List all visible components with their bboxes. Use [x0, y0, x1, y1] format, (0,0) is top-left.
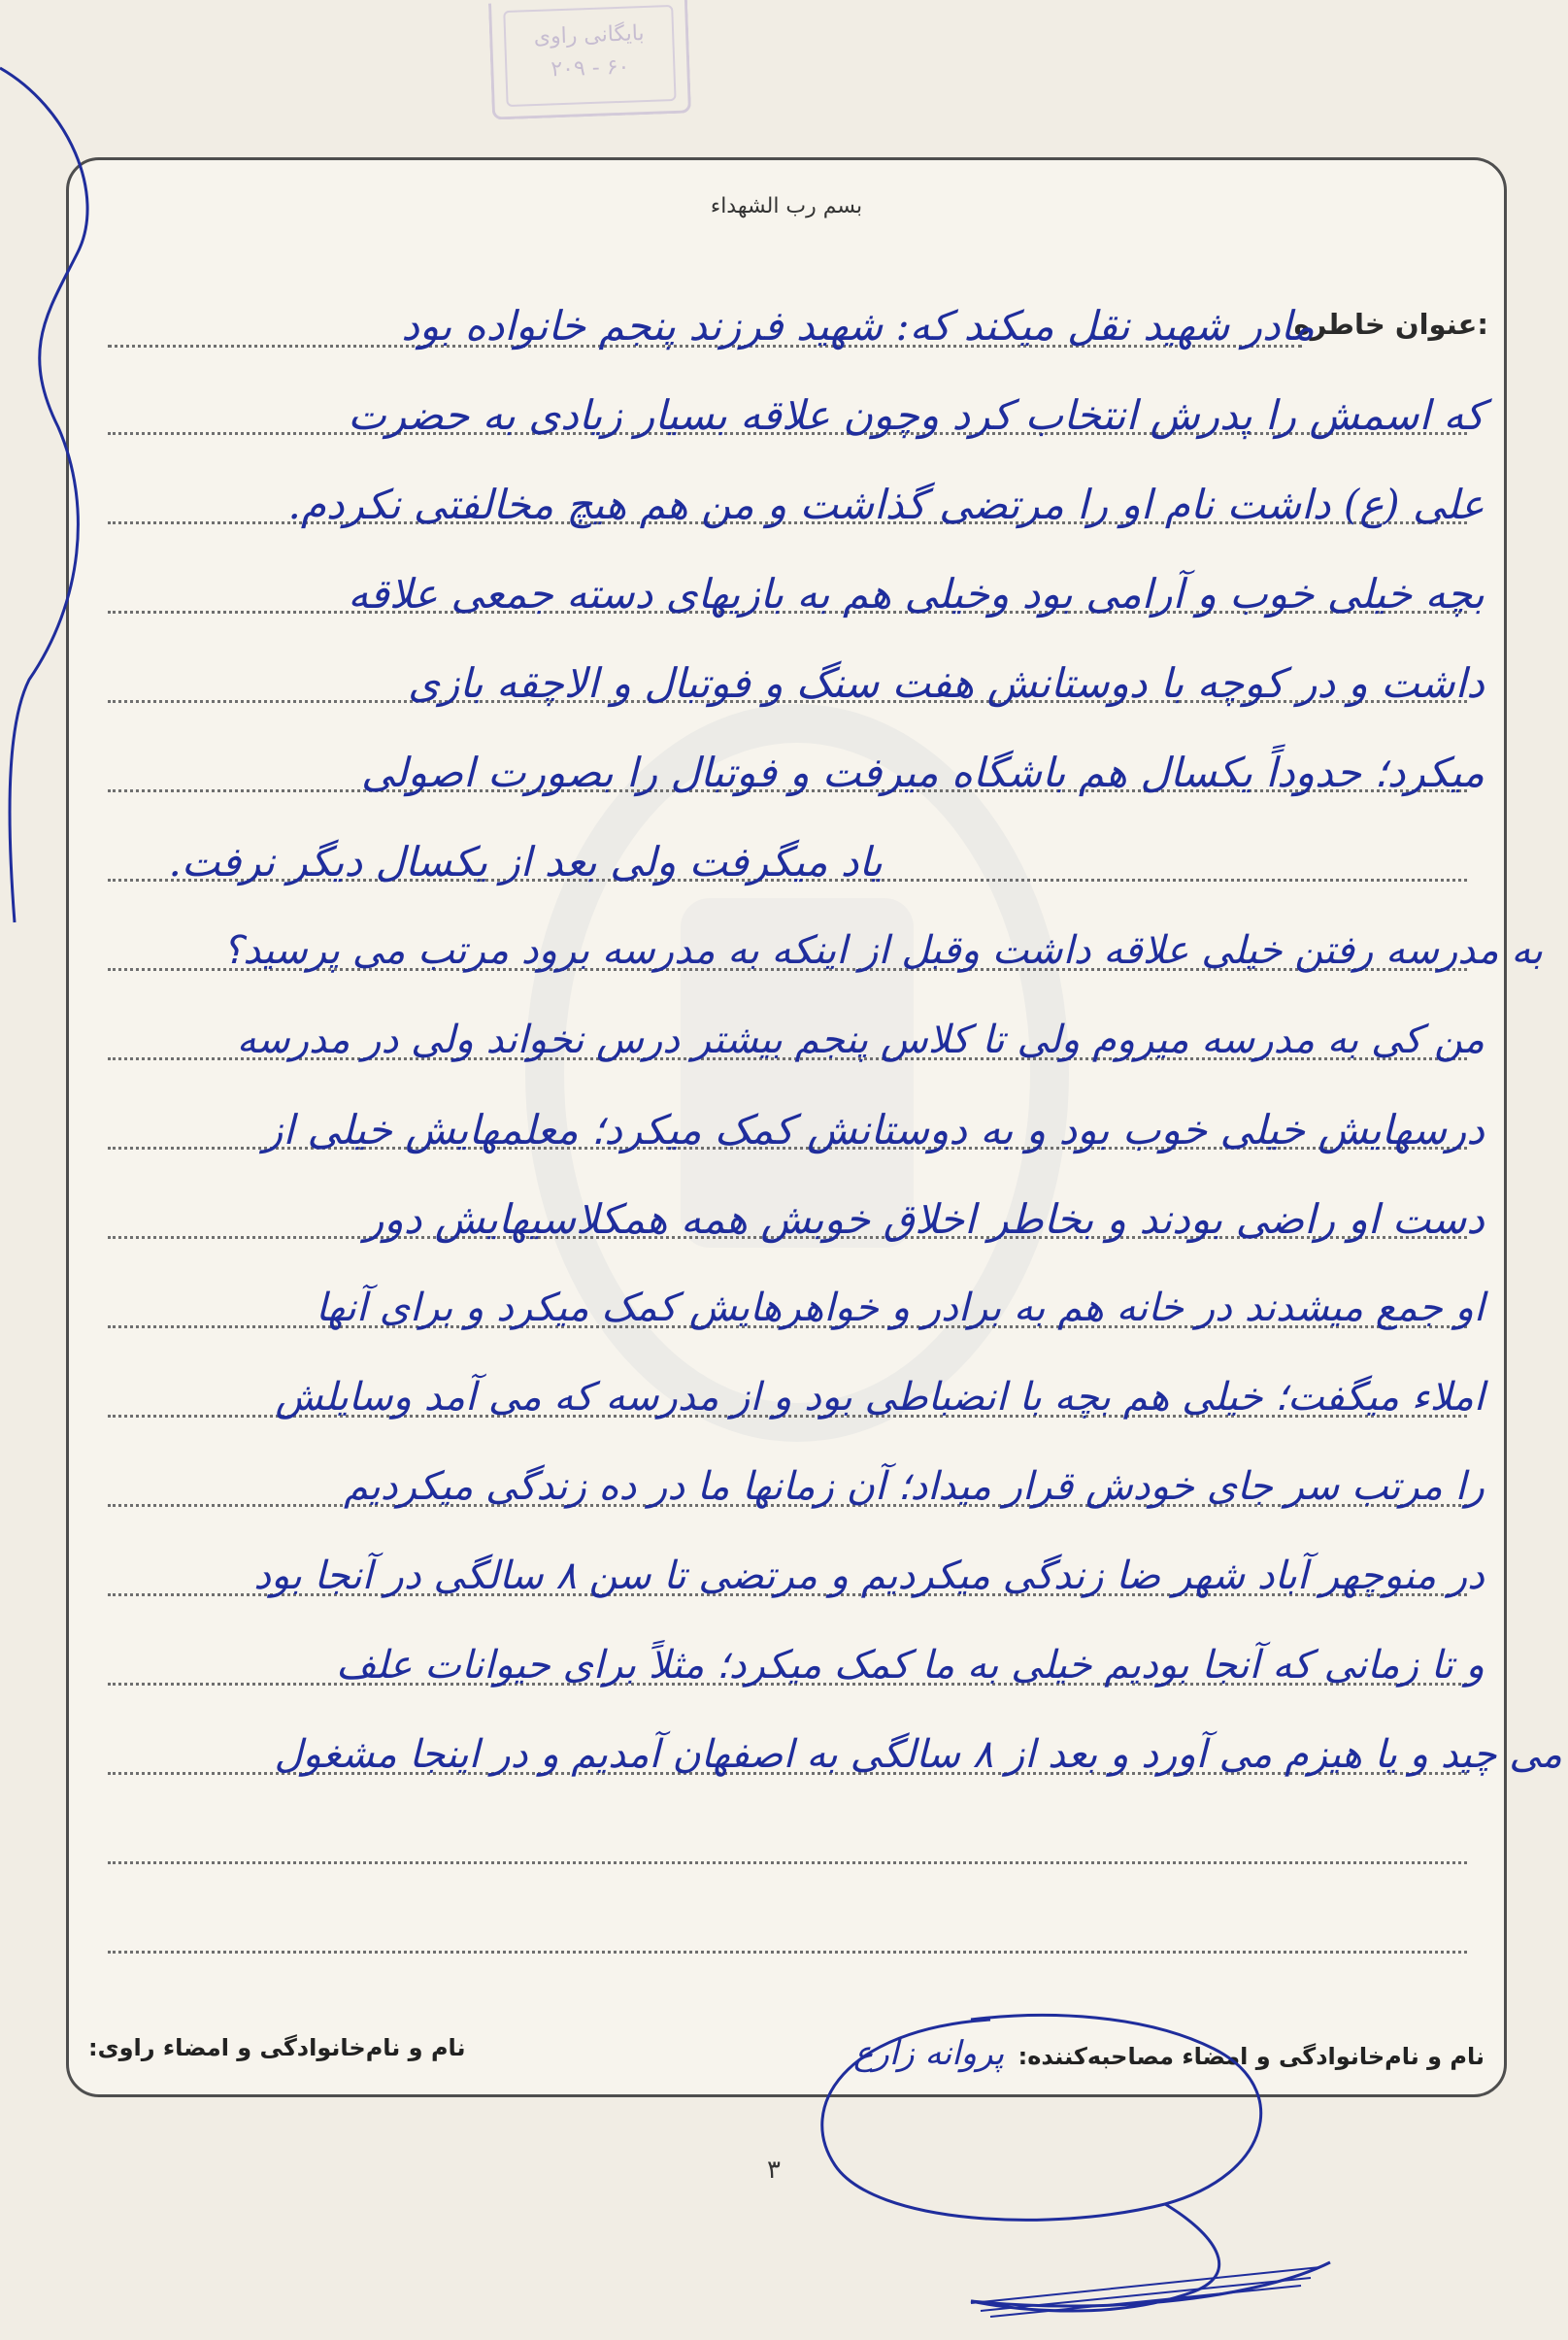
stamp-line-2: ۲۰۹ - ۶۰	[550, 54, 630, 83]
memoir-line: یاد میگرفت ولی بعد از یکسال دیگر نرفت.	[168, 838, 883, 886]
page-number: ۳	[767, 2156, 781, 2185]
memoir-line: که اسمش را پدرش انتخاب کرد وچون علاقه بسیار زیادی به حضرت	[348, 391, 1485, 439]
interviewer-label: نام و نام‌خانوادگی و امضاء مصاحبه‌کننده:	[1018, 2043, 1485, 2070]
memoir-line: او جمع میشدند در خانه هم به برادر و خواهرهایش کمک میکرد و برای آنها	[316, 1286, 1485, 1330]
memoir-line: در منوچهر آباد شهر ضا زندگی میکردیم و مرتضی تا سن ۸ سالگی در آنجا بود	[253, 1554, 1485, 1598]
memoir-line: داشت و در کوچه با دوستانش هفت سنگ و فوتبال و الاچقه بازی	[408, 659, 1485, 707]
memoir-line: درسهایش خیلی خوب بود و به دوستانش کمک میکرد؛ معلمهایش خیلی از	[263, 1106, 1485, 1153]
stamp-line-1: بایگانی راوی	[533, 21, 646, 50]
interviewer-name: پروانه زارع	[853, 2034, 1005, 2073]
memoir-line: علی (ع) داشت نام او را مرتضی گذاشت و من هم هیچ مخالفتی نکردم.	[287, 481, 1485, 528]
memoir-line: می چید و یا هیزم می آورد و بعد از ۸ سالگی به اصفهان آمدیم و در اینجا مشغول	[274, 1732, 1562, 1777]
memoir-line: مادر شهید نقل میکند که: شهید فرزند پنجم خانواده بود	[401, 302, 1315, 350]
memoir-line: بچه خیلی خوب و آرامی بود وخیلی هم به بازیهای دسته جمعی علاقه	[348, 570, 1485, 618]
memoir-line: را مرتب سر جای خودش قرار میداد؛ آن زمانها ما در ده زندگی میکردیم	[344, 1464, 1485, 1509]
narrator-label: نام و نام‌خانوادگی و امضاء راوی:	[88, 2034, 466, 2061]
memoir-line: به مدرسه رفتن خیلی علاقه داشت وقبل از اینکه به مدرسه برود مرتب می پرسید؟	[221, 928, 1543, 973]
memoir-line: میکرد؛ حدوداً یکسال هم باشگاه میرفت و فوتبال را بصورت اصولی	[360, 749, 1485, 796]
memoir-line: من کی به مدرسه میروم ولی تا کلاس پنجم بیشتر درس نخواند ولی در مدرسه	[236, 1018, 1485, 1062]
memoir-line: و تا زمانی که آنجا بودیم خیلی به ما کمک میکرد؛ مثلاً برای حیوانات علف	[336, 1643, 1485, 1688]
memoir-line: املاء میگفت؛ خیلی هم بچه با انضباطی بود و از مدرسه که می آمد وسایلش	[275, 1375, 1485, 1420]
memoir-title-label: عنوان خاطره:	[1293, 308, 1488, 341]
form-header-title: بسم رب الشهداء	[710, 194, 863, 218]
memoir-line: دست او راضی بودند و بخاطر اخلاق خوبش همه همکلاسیهایش دور	[364, 1195, 1485, 1243]
